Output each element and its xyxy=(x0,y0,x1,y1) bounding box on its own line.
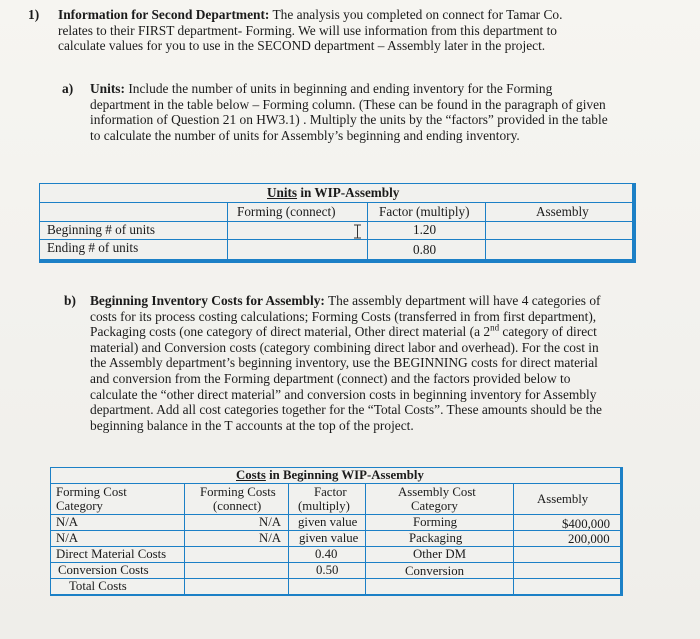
part-b-line: and conversion from the Forming department (connect) and the factors provided below to xyxy=(90,370,571,386)
costs-total-input[interactable] xyxy=(514,579,620,594)
costs-col-category: Category xyxy=(56,499,103,513)
costs-row-asm-category: Forming xyxy=(413,515,458,529)
units-factor-value: 0.80 xyxy=(413,242,437,257)
question-line: The analysis you completed on connect for Tamar Co. xyxy=(272,7,563,22)
costs-row-factor: given value xyxy=(299,531,359,545)
units-factor-value: 1.20 xyxy=(413,222,437,237)
costs-col-category: Forming Cost xyxy=(56,485,127,499)
question-line: calculate values for you to use in the SECOND department – Assembly later in the project. xyxy=(58,38,546,54)
costs-col-asm-category: Assembly Cost xyxy=(398,485,476,499)
costs-cell xyxy=(289,579,365,594)
part-b-label: b) xyxy=(64,293,76,308)
costs-cell xyxy=(185,579,288,594)
part-a-line: to calculate the number of units for Assembly’s beginning and ending inventory. xyxy=(90,127,520,143)
costs-assembly-input[interactable] xyxy=(514,547,620,562)
part-b-line: material) and Conversion costs (category combining direct labor and overhead). For the cost in xyxy=(90,339,599,355)
units-row-label-text: Beginning # of units xyxy=(47,222,156,237)
costs-row-asm-category: Conversion xyxy=(405,564,465,578)
costs-col-forming: (connect) xyxy=(213,499,262,513)
costs-row-assembly: $400,000 xyxy=(562,517,610,531)
question-title: Information for Second Department: xyxy=(58,7,270,22)
part-a-line: department in the table below – Forming column. (These can be found in the paragraph of given xyxy=(90,96,606,112)
costs-row-category: Conversion Costs xyxy=(58,563,149,577)
costs-row-category: Direct Material Costs xyxy=(56,547,167,561)
text-cursor-icon xyxy=(353,224,362,239)
units-col-factor: Factor (multiply) xyxy=(379,204,470,219)
costs-row-forming: N/A xyxy=(259,531,282,545)
part-b-title: Beginning Inventory Costs for Assembly: xyxy=(90,293,325,308)
costs-row-asm-category: Other DM xyxy=(413,547,466,561)
costs-row-category: N/A xyxy=(56,531,79,545)
superscript: nd xyxy=(490,322,500,333)
costs-forming-input[interactable] xyxy=(185,563,288,578)
units-forming-input[interactable] xyxy=(228,240,367,259)
units-forming-input[interactable] xyxy=(228,222,367,239)
costs-row-asm-category: Packaging xyxy=(409,531,463,545)
units-assembly-input[interactable] xyxy=(486,240,632,259)
costs-col-asm-category: Category xyxy=(411,499,458,513)
units-header-blank xyxy=(40,203,227,221)
costs-col-factor: (multiply) xyxy=(298,499,350,513)
part-b-line: beginning balance in the T accounts at the top of the project. xyxy=(90,417,414,433)
costs-row-factor: given value xyxy=(298,515,358,529)
costs-row-factor: 0.40 xyxy=(315,547,338,561)
part-b-line: department. Add all cost categories together for the “Total Costs”. These amounts should be the xyxy=(90,402,602,418)
units-assembly-input[interactable] xyxy=(486,222,632,239)
costs-row-assembly: 200,000 xyxy=(568,532,610,546)
costs-forming-input[interactable] xyxy=(185,547,288,562)
costs-col-factor: Factor xyxy=(314,485,347,499)
units-table-title: Units in WIP-Assembly xyxy=(267,185,400,200)
units-col-assembly: Assembly xyxy=(536,204,589,219)
costs-table-title: Costs in Beginning WIP-Assembly xyxy=(236,468,424,482)
costs-row-forming: N/A xyxy=(259,515,282,529)
part-a-line: Include the number of units in beginning and ending inventory for the Forming xyxy=(128,81,553,96)
part-b-line: Packaging costs (one category of direct material, Other direct material (a 2 xyxy=(90,324,491,340)
costs-col-assembly: Assembly xyxy=(537,492,589,506)
costs-assembly-input[interactable] xyxy=(514,563,620,578)
costs-total-label: Total Costs xyxy=(69,579,127,593)
costs-col-forming: Forming Costs xyxy=(200,485,276,499)
part-b-line: the Assembly department’s beginning inventory, use the BEGINNING costs for direct material xyxy=(90,355,598,371)
units-row-label-text: Ending # of units xyxy=(47,240,139,255)
part-b-line: costs for its process costing calculations; Forming Costs (transferred in from first department), xyxy=(90,308,597,324)
costs-cell xyxy=(366,579,513,594)
units-table xyxy=(39,183,636,263)
question-line: relates to their FIRST department- Forming. We will use information from this department to xyxy=(58,22,557,38)
part-b-line: The assembly department will have 4 categories of xyxy=(324,293,601,308)
question-number: 1) xyxy=(28,7,40,22)
part-a-title: Units: xyxy=(90,81,125,96)
part-a-label: a) xyxy=(62,81,74,96)
part-b-line: calculate the “other direct material” and conversion costs in beginning inventory for Assembly xyxy=(90,386,597,402)
costs-table xyxy=(50,467,623,596)
part-b-line: category of direct xyxy=(499,324,597,340)
costs-row-category: N/A xyxy=(56,515,79,529)
part-a-line: information of Question 21 on HW3.1) . Multiply the units by the “factors” provided in the table xyxy=(90,112,608,128)
units-col-forming: Forming (connect) xyxy=(237,204,336,219)
costs-row-factor: 0.50 xyxy=(316,563,339,577)
